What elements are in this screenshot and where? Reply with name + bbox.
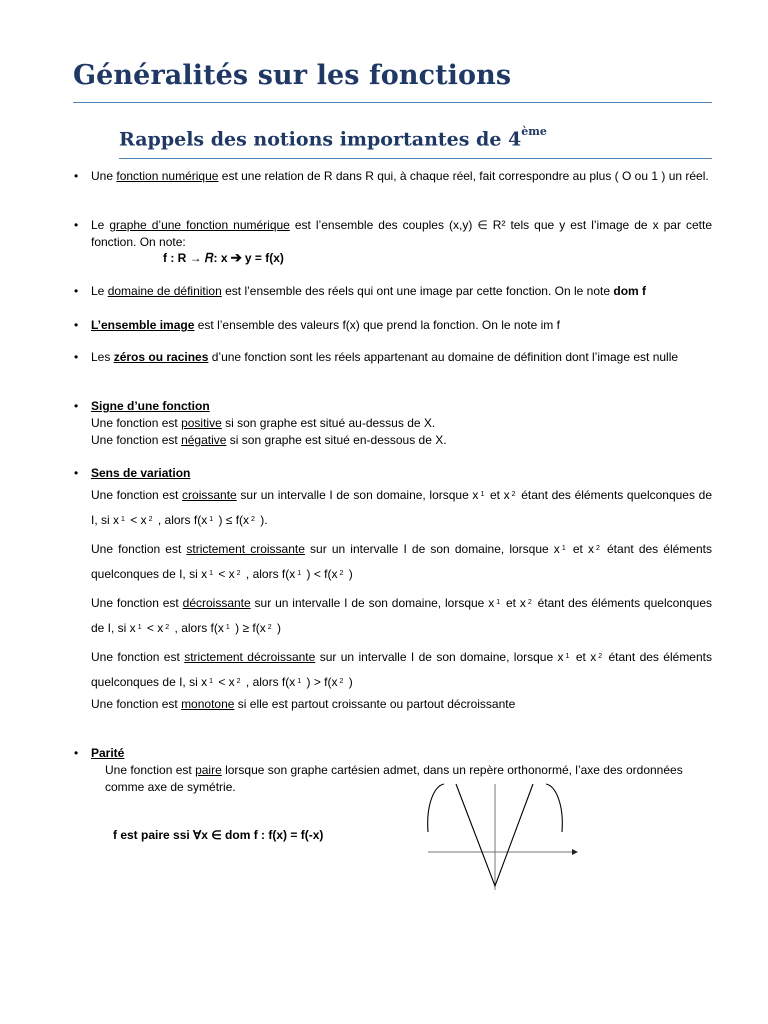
even-function-graph (420, 780, 590, 895)
left-arc-curve (428, 784, 444, 832)
section-variation-heading: Sens de variation (91, 466, 191, 480)
bullet: • (74, 399, 79, 413)
right-arc-curve (546, 784, 562, 832)
section-title: Rappels des notions importantes de 4ème (119, 125, 547, 151)
bullet: • (74, 318, 79, 332)
definition-paire: Une fonction est paire lorsque son graphe cartésien admet, dans un repère orthonormé, l’axe des ordonnées comme axe de symétrie. (105, 763, 683, 794)
x-axis-arrow-icon (572, 849, 578, 855)
definition-ensemble-image: L’ensemble image est l’ensemble des valeurs f(x) que prend la fonction. On le note im f (91, 318, 560, 332)
page-title: Généralités sur les fonctions (73, 60, 512, 91)
definition-monotone: Une fonction est monotone si elle est partout croissante ou partout décroissante (91, 697, 516, 711)
definition-decroissante: Une fonction est décroissante sur un intervalle I de son domaine, lorsque x $^1$ et x $^2$ étant des éléments quelconques de I, si x $^1$ < x $^2$ , alors f(x $^1$ ) ≥ f(x $^2$ ) (91, 596, 712, 635)
bullet: • (74, 169, 79, 183)
section-underline (119, 158, 712, 159)
definition-fonction-numerique: Une fonction numérique est une relation de R dans R qui, à chaque réel, fait correspondre au plus ( O ou 1 ) un réel. (91, 169, 709, 183)
bullet: • (74, 746, 79, 760)
definition-strictement-croissante: Une fonction est strictement croissante sur un intervalle I de son domaine, lorsque x $^1$ et x $^2$ étant des éléments quelconques de I, si x $^1$ < x $^2$ , alors f(x $^1$ ) < f(x $^2$ ) (91, 542, 712, 581)
bullet: • (74, 284, 79, 298)
bullet: • (74, 350, 79, 364)
formula-parite: f est paire ssi ∀x ∈ dom f : f(x) = f(-x) (113, 828, 324, 842)
formula-graphe: f : R → 𝑅: x ➔ y = f(x) (163, 251, 284, 265)
definition-croissante: Une fonction est croissante sur un intervalle I de son domaine, lorsque x $^1$ et x $^2$ étant des éléments quelconques de I, si x $^1$ < x $^2$ , alors f(x $^1$ ) ≤ f(x $^2$ ). (91, 488, 712, 527)
definition-domaine: Le domaine de définition est l’ensemble des réels qui ont une image par cette fonction. On le note dom f (91, 284, 647, 298)
definition-graphe: Le graphe d’une fonction numérique est l’ensemble des couples (x,y) ∈ R² tels que y est l’image de x par cette fonction. On note: (91, 218, 712, 249)
definition-strictement-decroissante: Une fonction est strictement décroissante sur un intervalle I de son domaine, lorsque x $^1$ et x $^2$ étant des éléments quelconques de I, si x $^1$ < x $^2$ , alors f(x $^1$ ) > f(x $^2$ ) (91, 650, 712, 689)
bullet: • (74, 466, 79, 480)
bullet: • (74, 218, 79, 232)
section-signe: Signe d’une fonction Une fonction est positive si son graphe est situé au-dessus de X. Une fonction est négative si son graphe est situé en-dessous de X. (91, 399, 447, 447)
title-underline (73, 102, 712, 103)
section-parite-heading: Parité (91, 746, 125, 760)
definition-zeros: Les zéros ou racines d’une fonction sont les réels appartenant au domaine de définition dont l’image est nulle (91, 350, 679, 364)
